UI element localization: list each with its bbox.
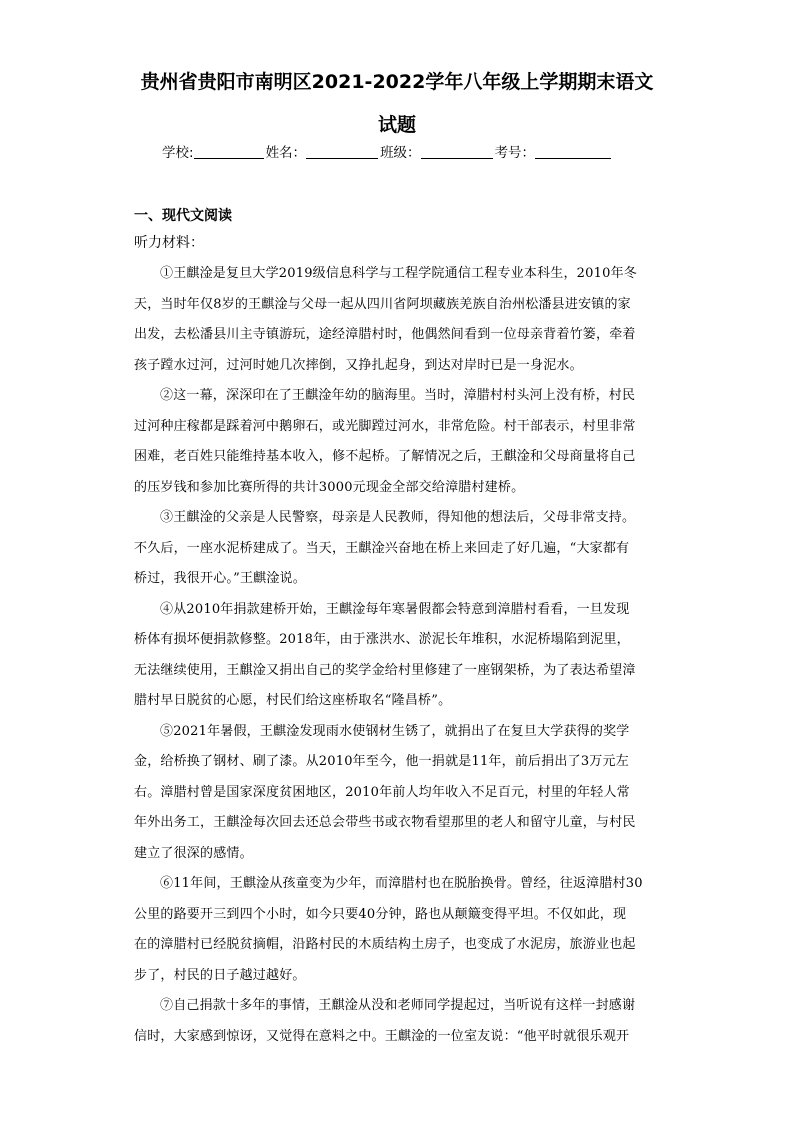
passage-paragraph <box>134 259 662 381</box>
passage-paragraph <box>134 869 662 991</box>
passage-line: 桥过，我很开心。”王麒淦说。 <box>134 571 306 586</box>
passage-paragraph <box>134 381 662 503</box>
section-subheading: 听力材料： <box>134 235 204 251</box>
school-label: 学校: <box>162 145 194 161</box>
document-title-line-1: 贵州省贵阳市南明区2021-2022学年八年级上学期期末语文 <box>140 71 654 93</box>
school-blank[interactable] <box>194 144 264 159</box>
passage-line: 年外出务工，王麒淦每次回去还总会带些书或衣物看望那里的老人和留守儿童，与村民 <box>134 815 636 830</box>
passage-line: 不久后，一座水泥桥建成了。当天，王麒淦兴奋地在桥上来回走了好几遍，“大家都有 <box>134 540 630 556</box>
passage-line: ⑤2021年暑假，王麒淦发现雨水使钢材生锈了，就捐出了在复旦大学获得的奖学 <box>160 723 630 739</box>
name-blank[interactable] <box>306 144 378 159</box>
passage-line: 腊村早日脱贫的心愿，村民们给这座桥取名“隆昌桥”。 <box>134 693 452 708</box>
passage-line: 出发，去松潘县川主寺镇游玩，途经漳腊村时，他偶然间看到一位母亲背着竹篓，牵着 <box>134 327 636 342</box>
passage-line: 孩子蹚水过河，过河时她几次摔倒，又挣扎起身，到达对岸时已是一身泥水。 <box>134 357 583 373</box>
passage-line: ②这一幕，深深印在了王麒淦年幼的脑海里。当时，漳腊村村头河上没有桥，村民 <box>160 388 636 403</box>
passage-line: 建立了很深的感情。 <box>134 845 253 861</box>
passage-line: ⑦自己捐款十多年的事情，王麒淦从没和老师同学提起过，当听说有这样一封感谢 <box>160 998 636 1013</box>
passage-line: 在的漳腊村已经脱贫摘帽，沿路村民的木质结构土房子，也变成了水泥房，旅游业也起 <box>134 937 636 952</box>
passage-line: 信时，大家感到惊讶，又觉得在意料之中。王麒淦的一位室友说：“他平时就很乐观开 <box>134 1028 630 1044</box>
passage-paragraph <box>134 503 662 595</box>
passage-line: 无法继续使用，王麒淦又捐出自己的奖学金给村里修建了一座钢架桥，为了表达希望漳 <box>134 662 636 678</box>
passage-line: 天，当时年仅8岁的王麒淦与父母一起从四川省阿坝藏族羌族自治州松潘县进安镇的家 <box>134 296 631 312</box>
class-blank[interactable] <box>421 144 493 159</box>
number-label: 考号： <box>494 145 536 161</box>
document-title-line-2: 试题 <box>377 114 416 136</box>
reading-passage <box>134 259 662 1052</box>
passage-line: 步了，村民的日子越过越好。 <box>134 967 306 983</box>
passage-paragraph <box>134 595 662 717</box>
passage-paragraph <box>134 717 662 870</box>
section-heading: 一、现代文阅读 <box>134 208 232 224</box>
passage-line: 公里的路要开三到四个小时，如今只要40分钟，路也从颠簸变得平坦。不仅如此，现 <box>134 906 627 922</box>
passage-line: ③王麒淦的父亲是人民警察，母亲是人民教师，得知他的想法后，父母非常支持。 <box>160 510 636 525</box>
passage-line: 困难，老百姓只能维持基本收入，修不起桥。了解情况之后，王麒淦和父母商量将自己 <box>134 449 636 464</box>
student-info-fields <box>162 144 642 162</box>
name-label: 姓名： <box>265 145 307 161</box>
passage-line: 桥体有损坏便捐款修整。2018年，由于涨洪水、淤泥长年堆积，水泥桥塌陷到泥里， <box>134 632 630 647</box>
class-label: 班级： <box>380 145 421 161</box>
passage-line: 过河种庄稼都是踩着河中鹅卵石，或光脚蹚过河水，非常危险。村干部表示，村里非常 <box>134 418 636 434</box>
passage-line: ⑥11年间，王麒淦从孩童变为少年，而漳腊村也在脱胎换骨。曾经，往返漳腊村30 <box>160 876 643 891</box>
passage-line: 金，给桥换了钢材、刷了漆。从2010年至今，他一捐就是11年，前后捐出了3万元左 <box>134 754 629 769</box>
passage-line: 右。漳腊村曾是国家深度贫困地区，2010年前人均年收入不足百元，村里的年轻人常 <box>134 784 630 800</box>
number-blank[interactable] <box>535 144 611 159</box>
passage-line: ①王麒淦是复旦大学2019级信息科学与工程学院通信工程专业本科生，2010年冬 <box>160 266 637 281</box>
passage-line: 的压岁钱和参加比赛所得的共计3000元现金全部交给漳腊村建桥。 <box>134 479 525 495</box>
passage-line: ④从2010年捐款建桥开始，王麒淦每年寒暑假都会特意到漳腊村看看，一旦发现 <box>160 601 630 617</box>
passage-paragraph <box>134 991 662 1052</box>
